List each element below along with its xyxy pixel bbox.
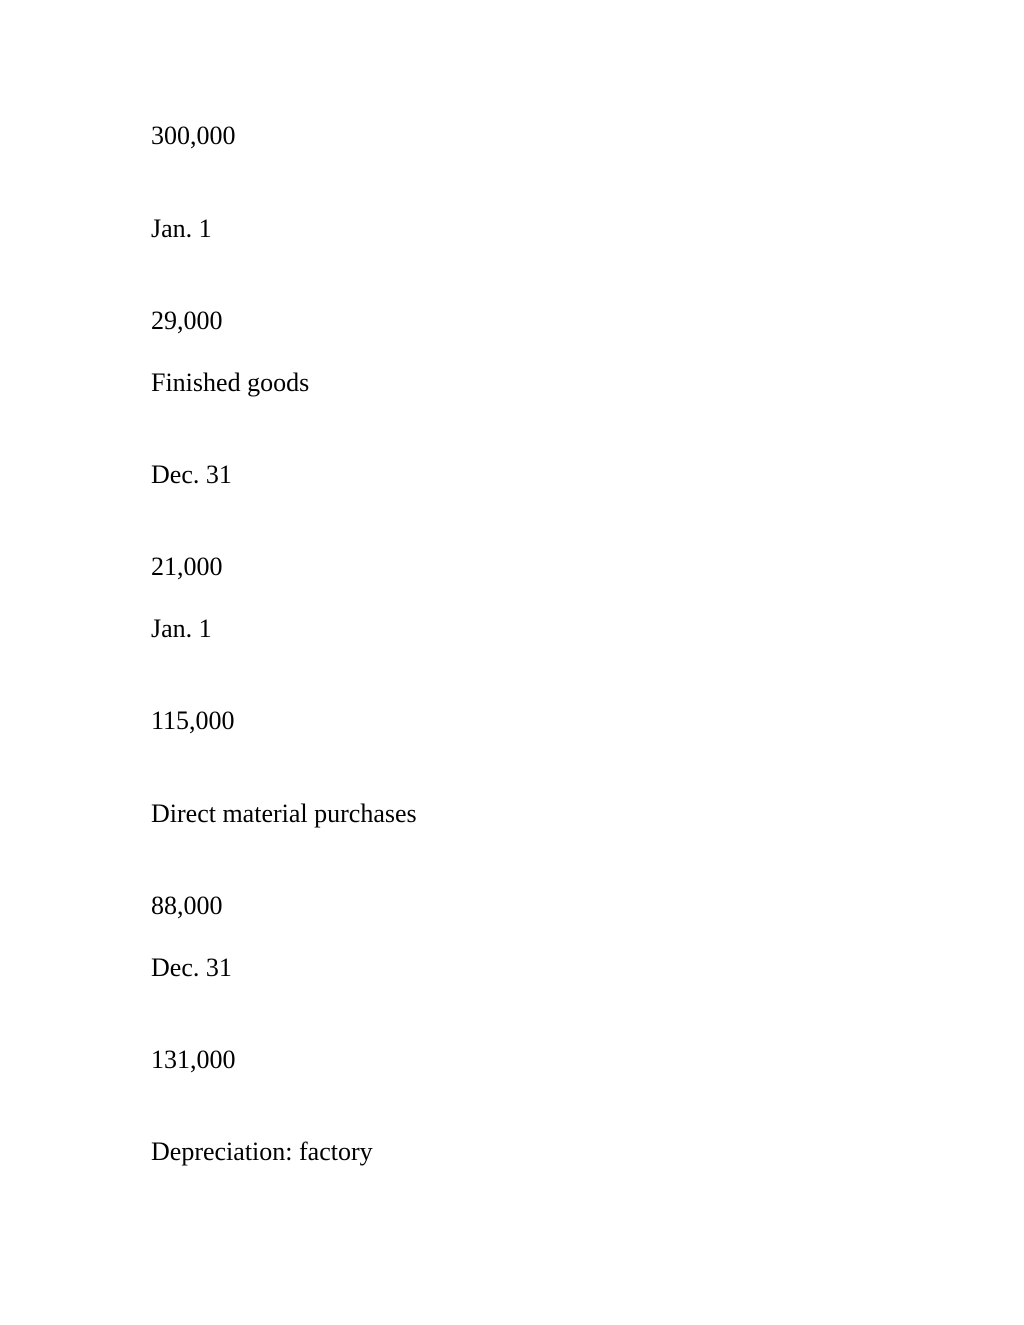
amount-text: 21,000: [151, 552, 223, 581]
date-text: Dec. 31: [151, 953, 232, 982]
date-text: Jan. 1: [151, 214, 212, 243]
date-text: Jan. 1: [151, 614, 212, 643]
label-text: Finished goods: [151, 368, 310, 397]
label-text: Depreciation: factory: [151, 1137, 373, 1166]
date-text: Dec. 31: [151, 460, 232, 489]
amount-text: 88,000: [151, 891, 223, 920]
amount-text: 300,000: [151, 121, 236, 150]
amount-text: 115,000: [151, 706, 235, 735]
amount-text: 29,000: [151, 306, 223, 335]
amount-text: 131,000: [151, 1045, 236, 1074]
label-text: Direct material purchases: [151, 799, 417, 828]
